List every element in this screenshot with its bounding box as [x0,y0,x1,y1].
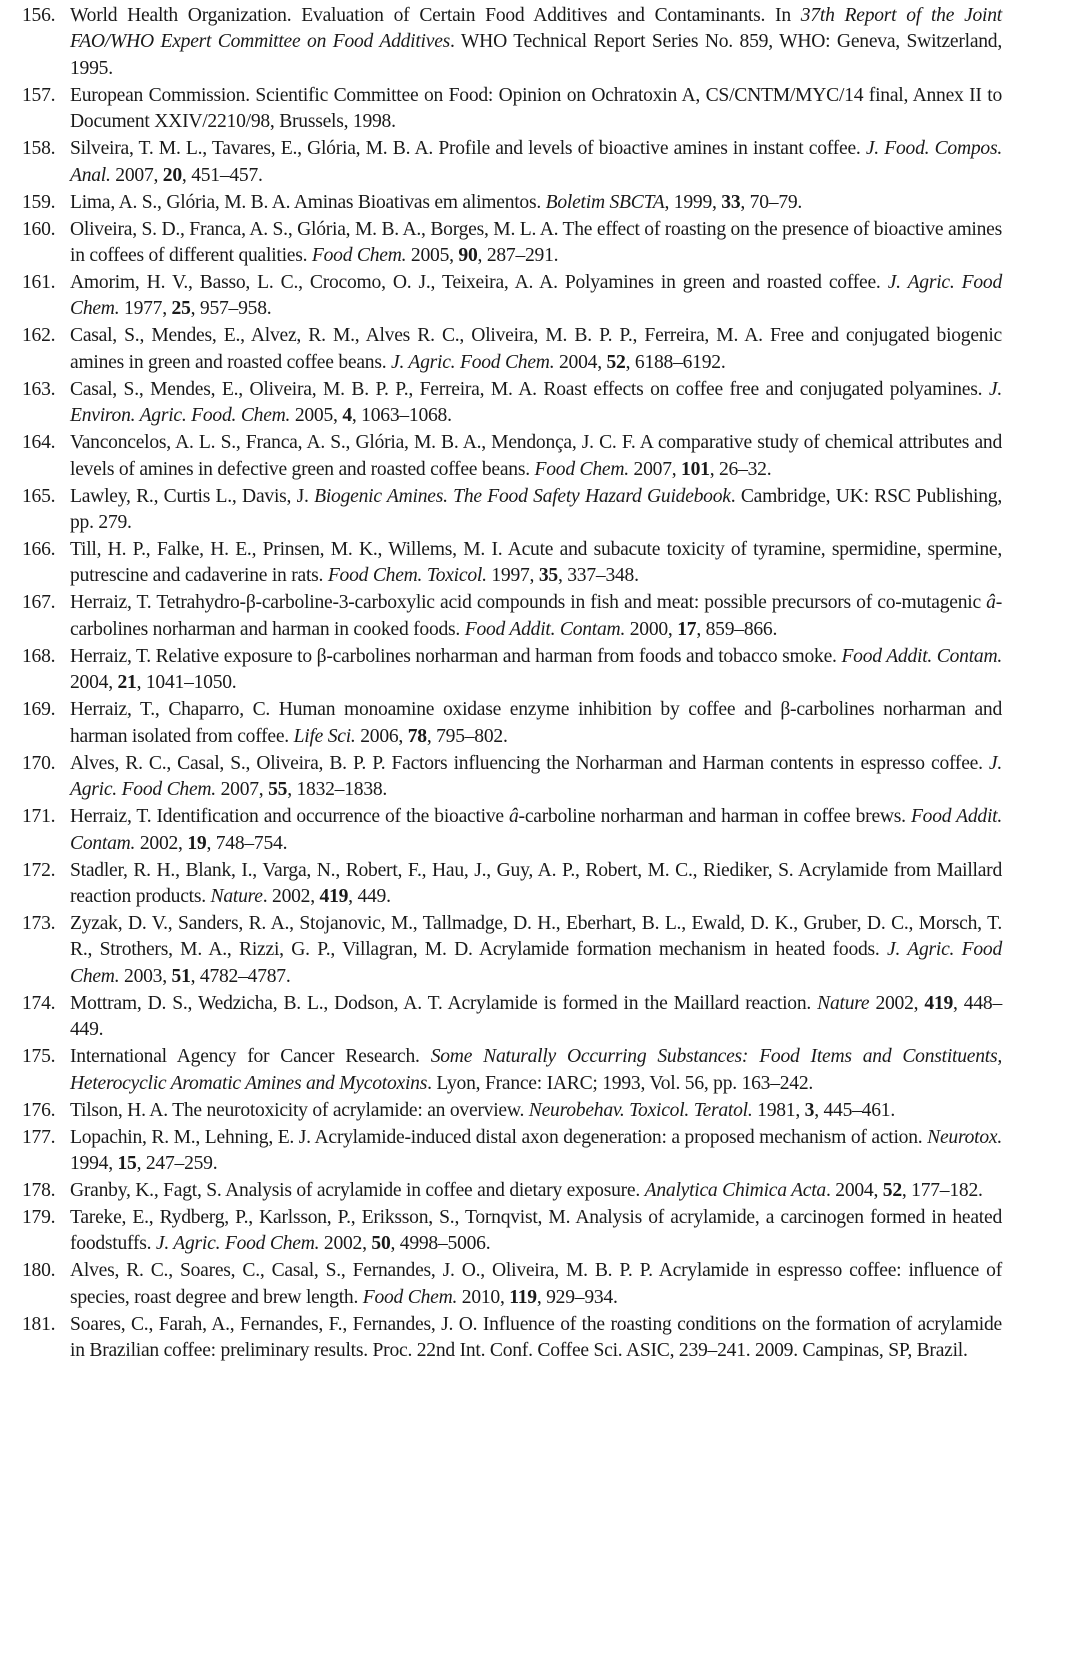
reference-italic-text: Neurotox. [927,1126,1002,1148]
reference-text: 2007, [215,779,269,801]
reference-text: , 4782–4787. [190,965,291,987]
reference-text: -carboline norharman and harman in coffee brews. [518,806,911,828]
reference-italic-text: Analytica Chimica Acta [644,1179,826,1201]
reference-italic-text: Food Addit. Contam. [464,618,626,640]
reference-item [22,3,1002,82]
reference-item [22,1125,1002,1178]
reference-item [22,644,1002,697]
reference-number: 169. [22,699,56,721]
reference-italic-text: J. Agric. Food Chem. [391,351,555,373]
reference-text: , 177–182. [901,1179,983,1201]
reference-italic-text: J. Agric. Food Chem. [70,939,1002,987]
reference-italic-text: Nature [210,885,263,907]
reference-text: Oliveira, S. D., Franca, A. S., Glória, M. B. A., Borges, M. L. A. The effect of roasting on the presence of bioactive amines in coffees of different qualities. [70,218,1002,267]
reference-italic-text: Food Addit. Contam. [70,806,1002,854]
reference-number: 179. [22,1206,56,1228]
reference-text: , 1832–1838. [287,779,388,801]
reference-number: 176. [22,1099,56,1121]
reference-volume: 52 [882,1179,902,1201]
reference-text: , 448–449. [70,992,1002,1041]
reference-text: Herraiz, T. Tetrahydro-β-carboline-3-carboxylic acid compounds in fish and meat: possible precursors of co-mutagenic [70,592,987,614]
reference-volume: 19 [187,832,207,854]
reference-text: . 2004, [825,1179,883,1201]
reference-italic-text: â [986,592,996,614]
reference-item [22,83,1002,136]
reference-text: Alves, R. C., Soares, C., Casal, S., Fernandes, J. O., Oliveira, M. B. P. P. Acrylamide in espresso coffee: influence of species, roast degree and brew length. [70,1260,1002,1308]
reference-text: Granby, K., Fagt, S. Analysis of acrylamide in coffee and dietary exposure. [70,1179,645,1201]
reference-text: , 859–866. [696,618,778,640]
reference-text: 1977, [119,298,172,320]
reference-text: 2010, [457,1286,510,1308]
reference-item [22,858,1002,911]
reference-item [22,1178,1002,1204]
reference-italic-text: J. Environ. Agric. Food. Chem. [70,378,1002,427]
reference-number: 156. [22,5,56,26]
reference-number: 172. [22,859,56,881]
reference-text: , 1063–1068. [351,405,452,427]
reference-text: World Health Organization. Evaluation of Certain Food Additives and Contaminants. In [70,5,801,26]
reference-item [22,270,1002,323]
reference-item [22,136,1002,189]
reference-text: , 26–32. [709,458,772,480]
reference-volume: 119 [509,1286,537,1308]
reference-text: Lima, A. S., Glória, M. B. A. Aminas Bioativas em alimentos. [70,191,546,213]
reference-text: . Lyon, France: IARC; 1993, Vol. 56, pp. 163–242. [427,1072,814,1094]
reference-italic-text: Biogenic Amines. The Food Safety Hazard Guidebook [314,485,731,507]
reference-volume: 419 [924,992,954,1014]
reference-volume: 78 [407,725,427,747]
reference-italic-text: Food Chem. [362,1286,458,1308]
reference-text: , 6188–6192. [625,351,726,373]
reference-italic-text: Boletim SBCTA [545,191,665,213]
reference-text: Silveira, T. M. L., Tavares, E., Glória, M. B. A. Profile and levels of bioactive amines in instant coffee. [70,138,866,160]
reference-text: Casal, S., Mendes, E., Oliveira, M. B. P. P., Ferreira, M. A. Roast effects on coffee free and conjugated polyamines. [70,378,989,400]
reference-list [22,3,1002,1365]
reference-text: Till, H. P., Falke, H. E., Prinsen, M. K., Willems, M. I. Acute and subacute toxicity of tyramine, spermidine, spermine, putrescine and cadaverine in rats. [70,539,1002,587]
reference-number: 159. [22,191,56,213]
reference-text: Amorim, H. V., Basso, L. C., Crocomo, O. J., Teixeira, A. A. Polyamines in green and roasted coffee. [70,272,888,294]
reference-number: 167. [22,592,56,614]
reference-volume: 90 [458,245,478,267]
reference-item [22,377,1002,430]
reference-text: , 337–348. [557,565,639,587]
reference-volume: 25 [171,298,191,320]
reference-text: 1997, [486,565,539,587]
reference-text: , 287–291. [477,245,559,267]
reference-text: Stadler, R. H., Blank, I., Varga, N., Robert, F., Hau, J., Guy, A. P., Robert, M. C., Riediker, S. Acrylamide from Maillard reaction products. [70,859,1002,907]
reference-volume: 50 [371,1233,391,1255]
reference-number: 165. [22,485,56,507]
reference-text: 2007, [110,164,163,186]
reference-text: 2005, [406,245,459,267]
reference-italic-text: Some Naturally Occurring Substances: Food Items and Constituents, Heterocyclic Aromatic Amines and Mycotoxins [70,1046,1002,1094]
reference-text: Herraiz, T. Relative exposure to β-carbolines norharman and harman from foods and tobacco smoke. [70,645,842,667]
reference-italic-text: Neurobehav. Toxicol. Teratol. [528,1099,753,1121]
reference-item [22,590,1002,643]
reference-text: , 247–259. [136,1152,218,1174]
reference-item [22,991,1002,1044]
reference-text: Zyzak, D. V., Sanders, R. A., Stojanovic, M., Tallmadge, D. H., Eberhart, B. L., Ewald, D. K., Gruber, D. C., Morsch, T. R., Strothers, M. A., Rizzi, G. P., Villagran, M. D. Acrylamide formation mechanism in heated foods. [70,912,1002,961]
reference-number: 162. [22,325,56,347]
reference-volume: 15 [117,1152,137,1174]
reference-item [22,1258,1002,1311]
reference-item [22,323,1002,376]
reference-text: 2007, [628,458,682,480]
reference-number: 168. [22,645,56,667]
reference-number: 180. [22,1260,56,1282]
reference-text: , 70–79. [740,191,803,213]
reference-item [22,911,1002,990]
reference-italic-text: Food Addit. Contam. [841,645,1002,667]
reference-italic-text: J. Food. Compos. Anal. [70,138,1002,186]
reference-number: 163. [22,378,56,400]
reference-text: 2004, [554,351,607,373]
reference-italic-text: Food Chem. [311,245,407,267]
reference-text: 2004, [70,672,118,694]
reference-number: 170. [22,752,56,774]
reference-italic-text: J. Agric. Food Chem. [70,272,1002,320]
reference-volume: 55 [268,779,288,801]
reference-item [22,1205,1002,1258]
reference-text: Casal, S., Mendes, E., Alvez, R. M., Alves R. C., Oliveira, M. B. P. P., Ferreira, M. A. Free and conjugated biogenic amines in green and roasted coffee beans. [70,325,1002,373]
reference-text: 1981, [752,1099,805,1121]
reference-number: 160. [22,218,56,240]
reference-volume: 35 [538,565,558,587]
reference-text: , 957–958. [190,298,272,320]
reference-text: 1994, [70,1152,118,1174]
reference-text: Herraiz, T. Identification and occurrence of the bioactive [70,806,509,828]
reference-text: , 4998–5006. [390,1233,491,1255]
reference-text: International Agency for Cancer Research. [70,1046,431,1068]
reference-text: 2003, [119,965,172,987]
reference-number: 175. [22,1046,56,1068]
reference-text: European Commission. Scientific Committee on Food: Opinion on Ochratoxin A, CS/CNTM/MYC/14 final, Annex II to Document XXIV/2210/98, Brussels, 1998. [70,84,1002,133]
reference-item [22,1098,1002,1124]
reference-item [22,430,1002,483]
reference-item [22,804,1002,857]
reference-number: 173. [22,912,56,934]
reference-text: , 1041–1050. [136,672,237,694]
reference-item [22,217,1002,270]
reference-text: , 451–457. [181,164,263,186]
reference-text: , 445–461. [814,1099,895,1121]
reference-number: 161. [22,272,56,294]
reference-volume: 51 [171,965,191,987]
reference-text: 2006, [355,725,408,747]
reference-text: Lopachin, R. M., Lehning, E. J. Acrylamide-induced distal axon degeneration: a proposed mechanism of action. [70,1126,928,1148]
reference-text: 2002, [869,992,925,1014]
reference-text: Lawley, R., Curtis L., Davis, J. [70,485,315,507]
reference-number: 166. [22,539,56,561]
reference-text: Alves, R. C., Casal, S., Oliveira, B. P. P. Factors influencing the Norharman and Harman contents in espresso coffee. [70,752,989,774]
reference-volume: 4 [342,405,352,427]
reference-volume: 20 [162,164,182,186]
reference-text: 2002, [135,832,188,854]
reference-text: . WHO Technical Report Series No. 859, WHO: Geneva, Switzerland, 1995. [70,31,1003,79]
reference-number: 158. [22,138,56,160]
reference-number: 174. [22,992,56,1014]
reference-italic-text: J. Agric. Food Chem. [155,1233,320,1255]
reference-number: 171. [22,806,56,828]
reference-number: 181. [22,1313,56,1335]
reference-number: 178. [22,1179,56,1201]
reference-item [22,1312,1002,1365]
reference-text: . 2002, [262,885,320,907]
reference-number: 177. [22,1126,56,1148]
reference-text: 2002, [319,1233,372,1255]
reference-text: , 929–934. [536,1286,618,1308]
reference-volume: 101 [681,458,710,480]
reference-text: Herraiz, T., Chaparro, C. Human monoamine oxidase enzyme inhibition by coffee and β-carbolines norharman and harman isolated from coffee. [70,699,1002,747]
reference-text: , 449. [348,885,391,907]
reference-text: . Cambridge, UK: RSC Publishing, pp. 279. [70,485,1002,534]
reference-item [22,751,1002,804]
reference-item [22,697,1002,750]
reference-text: , 748–754. [206,832,288,854]
reference-item [22,537,1002,590]
reference-text: -carbolines norharman and harman in cooked foods. [70,592,1002,640]
reference-text: , 1999, [664,191,722,213]
reference-text: , 795–802. [426,725,508,747]
reference-text: Vanconcelos, A. L. S., Franca, A. S., Glória, M. B. A., Mendonça, J. C. F. A comparative study of chemical attributes and levels of amines in defective green and roasted coffee beans. [70,432,1002,480]
reference-volume: 3 [804,1099,815,1121]
reference-italic-text: J. Agric. Food Chem. [70,752,1002,801]
reference-volume: 52 [606,351,626,373]
reference-text: Soares, C., Farah, A., Fernandes, F., Fernandes, J. O. Influence of the roasting conditions on the formation of acrylamide in Brazilian coffee: preliminary results. Proc. 22nd Int. Conf. Coffee Sci. ASIC, 239–241. 2009. Campinas, SP, Brazil. [70,1313,1002,1362]
reference-italic-text: Food Chem. [534,458,629,480]
reference-item [22,484,1002,537]
reference-italic-text: â [509,806,519,828]
reference-text: Mottram, D. S., Wedzicha, B. L., Dodson, A. T. Acrylamide is formed in the Maillard reaction. [70,992,818,1014]
reference-text: 2005, [290,405,343,427]
reference-number: 157. [22,84,56,106]
reference-item [22,1044,1002,1097]
reference-volume: 33 [721,191,741,213]
reference-volume: 419 [319,885,349,907]
reference-number: 164. [22,432,56,454]
reference-italic-text: Nature [817,992,870,1014]
reference-volume: 21 [117,672,137,694]
reference-italic-text: Life Sci. [293,725,356,747]
reference-text: Tareke, E., Rydberg, P., Karlsson, P., Eriksson, S., Tornqvist, M. Analysis of acrylamide, a carcinogen formed in heated foodstuffs. [70,1206,1002,1255]
reference-text: Tilson, H. A. The neurotoxicity of acrylamide: an overview. [70,1099,529,1121]
reference-text: 2000, [625,618,678,640]
reference-italic-text: 37th Report of the Joint FAO/WHO Expert Committee on Food Additives [70,5,1002,53]
reference-item [22,190,1002,216]
reference-italic-text: Food Chem. Toxicol. [327,565,487,587]
reference-volume: 17 [677,618,697,640]
